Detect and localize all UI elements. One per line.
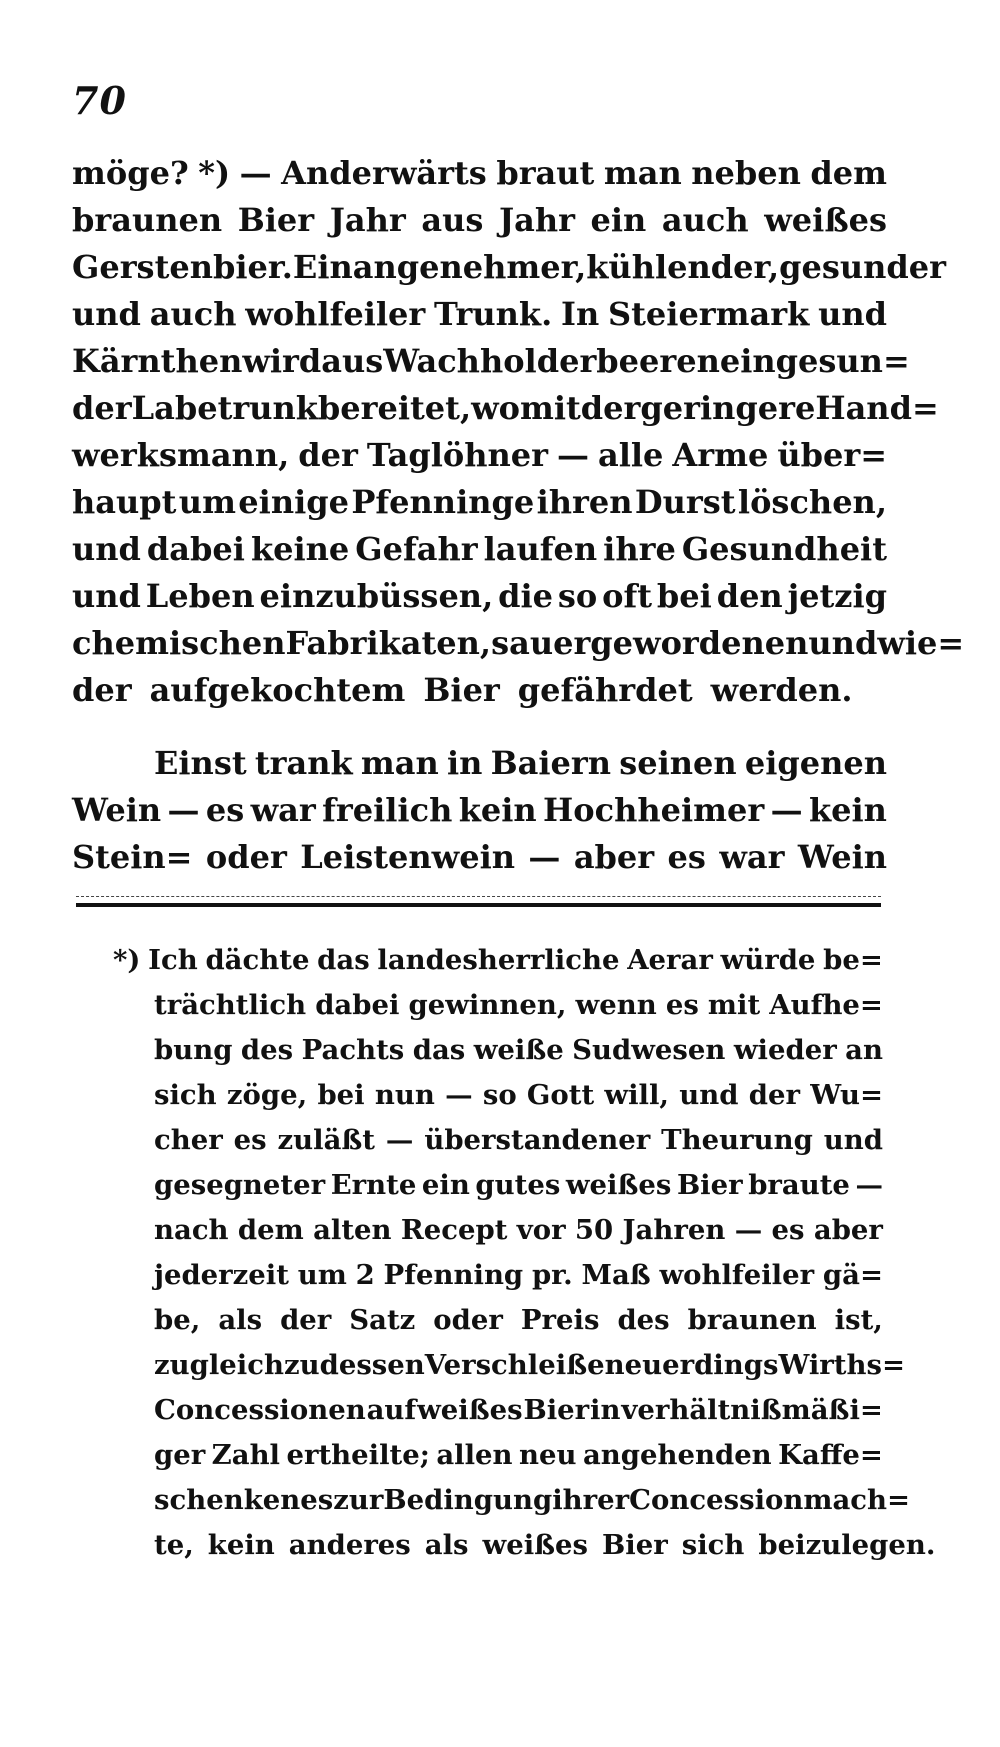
word: zu xyxy=(283,1349,320,1381)
footnote xyxy=(113,938,936,1568)
word: Trunk. xyxy=(434,295,553,333)
word: sich xyxy=(154,1079,217,1111)
word: und xyxy=(72,530,141,568)
word: Gesundheit xyxy=(681,530,887,568)
word: zöge, xyxy=(226,1079,308,1111)
word: trächtlich xyxy=(154,989,307,1021)
word: beizulegen. xyxy=(758,1529,936,1561)
text-line xyxy=(72,787,887,834)
text-line xyxy=(72,620,965,667)
word: neu xyxy=(519,1439,577,1471)
word: Bier xyxy=(237,201,315,239)
word: bei xyxy=(656,577,712,615)
word: es xyxy=(665,989,699,1021)
word: mach= xyxy=(803,1484,911,1516)
word: — xyxy=(167,791,200,829)
word: dabei xyxy=(315,989,400,1021)
word: te, xyxy=(154,1529,194,1561)
word: in xyxy=(590,1394,621,1426)
word: be, xyxy=(154,1304,201,1336)
word: Durst xyxy=(634,483,736,521)
word: will, xyxy=(604,1079,669,1111)
word: aber xyxy=(813,1214,883,1246)
text-line xyxy=(72,526,887,573)
word: aus xyxy=(321,342,384,380)
word: gewinnen, xyxy=(408,989,567,1021)
footnote-line xyxy=(113,1523,936,1568)
word: Pachts xyxy=(301,1034,405,1066)
word: ihrer xyxy=(552,1484,630,1516)
word: schenken xyxy=(154,1484,301,1516)
word: der xyxy=(280,1304,332,1336)
word: trank xyxy=(254,744,353,782)
word: — xyxy=(528,838,561,876)
word: möge? xyxy=(72,154,189,192)
word: so xyxy=(482,1079,517,1111)
word: *) xyxy=(113,944,141,976)
word: ihre xyxy=(603,530,676,568)
word: würde xyxy=(720,944,816,976)
word: gefährdet xyxy=(517,671,693,709)
word: Gerstenbier. xyxy=(72,248,293,286)
word: auch xyxy=(149,295,237,333)
word: dem xyxy=(810,154,887,192)
word: das xyxy=(317,944,370,976)
word: cher xyxy=(154,1124,223,1156)
word: wenn xyxy=(575,989,657,1021)
word: es xyxy=(233,1124,267,1156)
word: das xyxy=(412,1034,466,1066)
word: allen xyxy=(436,1439,513,1471)
word: Bier xyxy=(523,1394,590,1426)
word: Recept xyxy=(400,1214,508,1246)
word: Jahr xyxy=(329,201,406,239)
word: um xyxy=(297,1259,347,1291)
word: Ich xyxy=(148,944,198,976)
word: Wachholderbeeren xyxy=(383,342,720,380)
word: braute xyxy=(748,1169,850,1201)
word: Leben xyxy=(145,577,255,615)
word: des xyxy=(617,1304,670,1336)
text-line xyxy=(72,291,887,338)
word: gewordenen xyxy=(590,624,809,662)
word: Hand= xyxy=(815,389,939,427)
word: man xyxy=(360,744,439,782)
word: Gefahr xyxy=(355,530,478,568)
word: und xyxy=(679,1079,739,1111)
word: Hochheimer xyxy=(543,791,765,829)
word: gesegneter xyxy=(154,1169,326,1201)
word: Einst xyxy=(154,744,247,782)
word: vor xyxy=(516,1214,566,1246)
footnote-line xyxy=(113,1388,883,1433)
word: so xyxy=(557,577,598,615)
word: wohlfeiler xyxy=(659,1259,815,1291)
footnote-line xyxy=(113,1433,883,1478)
word: *) xyxy=(198,154,231,192)
word: — xyxy=(770,791,803,829)
word: Kaffe= xyxy=(778,1439,883,1471)
text-line xyxy=(72,244,947,291)
word: Anderwärts xyxy=(281,154,487,192)
word: angenehmer, xyxy=(352,248,587,286)
text-line xyxy=(72,667,887,714)
word: Baiern xyxy=(490,744,611,782)
word: oder xyxy=(205,838,287,876)
word: der xyxy=(72,389,132,427)
word: angehenden xyxy=(582,1439,772,1471)
word: es xyxy=(300,1484,334,1516)
word: eigenen xyxy=(744,744,887,782)
word: Concession xyxy=(629,1484,804,1516)
word: Ein xyxy=(292,248,353,286)
word: ein xyxy=(421,1169,470,1201)
word: aufgekochtem xyxy=(149,671,406,709)
word: es xyxy=(205,791,245,829)
word: keine xyxy=(250,530,350,568)
word: um xyxy=(178,483,236,521)
word: einzubüssen, xyxy=(259,577,494,615)
word: wie= xyxy=(877,624,965,662)
word: — xyxy=(855,1169,883,1201)
word: ein xyxy=(719,342,776,380)
word: Sudwesen xyxy=(572,1034,726,1066)
word: der xyxy=(72,671,132,709)
word: Theurung xyxy=(661,1124,813,1156)
footnote-divider-thin xyxy=(76,896,881,897)
word: Pfenning xyxy=(383,1259,524,1291)
word: weißes xyxy=(565,1169,672,1201)
word: verhältnißmäßi= xyxy=(621,1394,883,1426)
word: weißes xyxy=(482,1529,589,1561)
word: an xyxy=(845,1034,883,1066)
word: wohlfeiler xyxy=(245,295,426,333)
word: Wirths= xyxy=(778,1349,906,1381)
word: werden. xyxy=(710,671,853,709)
word: gesunder xyxy=(779,248,947,286)
word: oft xyxy=(602,577,653,615)
word: man xyxy=(603,154,682,192)
word: überstandener xyxy=(424,1124,651,1156)
word: zur xyxy=(333,1484,384,1516)
word: ihren xyxy=(536,483,633,521)
word: braut xyxy=(496,154,595,192)
word: be= xyxy=(823,944,883,976)
word: Wein xyxy=(72,791,162,829)
word: löschen, xyxy=(737,483,887,521)
word: — xyxy=(734,1214,763,1246)
word: aus xyxy=(421,201,484,239)
word: kein xyxy=(207,1529,275,1561)
word: sauer xyxy=(491,624,591,662)
word: Wu= xyxy=(810,1079,883,1111)
word: 2 xyxy=(355,1259,375,1291)
word: kein xyxy=(458,791,537,829)
word: gä= xyxy=(822,1259,883,1291)
word: — xyxy=(556,436,589,474)
word: alten xyxy=(313,1214,392,1246)
word: Steiermark xyxy=(608,295,810,333)
word: dem xyxy=(237,1214,304,1246)
word: über= xyxy=(777,436,887,474)
word: alle xyxy=(597,436,664,474)
word: Arme xyxy=(672,436,769,474)
word: landesherrliche xyxy=(377,944,620,976)
word: weiße xyxy=(473,1034,564,1066)
word: ein xyxy=(590,201,647,239)
word: aber xyxy=(573,838,655,876)
word: In xyxy=(561,295,600,333)
footnote-line xyxy=(113,938,883,983)
word: die xyxy=(498,577,553,615)
word: ertheilte; xyxy=(286,1439,430,1471)
word: dächte xyxy=(205,944,310,976)
word: und xyxy=(818,295,887,333)
text-line xyxy=(72,479,887,526)
footnote-line xyxy=(113,1073,883,1118)
word: auch xyxy=(661,201,749,239)
footnote-line xyxy=(113,1118,883,1163)
word: einige xyxy=(238,483,349,521)
page-number: 70 xyxy=(72,78,127,123)
footnote-line xyxy=(113,1478,911,1523)
footnote-line xyxy=(113,1208,883,1253)
word: gesun= xyxy=(775,342,910,380)
word: Concessionen xyxy=(154,1394,366,1426)
word: auf xyxy=(366,1394,417,1426)
word: Kärnthen xyxy=(72,342,243,380)
word: anderes xyxy=(288,1529,411,1561)
word: wird xyxy=(242,342,322,380)
word: der xyxy=(298,436,358,474)
word: seinen xyxy=(619,744,737,782)
word: Satz xyxy=(349,1304,416,1336)
word: war xyxy=(719,838,785,876)
word: neben xyxy=(691,154,801,192)
word: als xyxy=(424,1529,469,1561)
word: des xyxy=(240,1034,294,1066)
word: und xyxy=(808,624,878,662)
word: pr. xyxy=(531,1259,573,1291)
word: der xyxy=(748,1079,800,1111)
word: mit xyxy=(707,989,761,1021)
word: in xyxy=(446,744,483,782)
word: Fabrikaten, xyxy=(285,624,492,662)
word: wieder xyxy=(733,1034,837,1066)
word: laufen xyxy=(483,530,598,568)
word: Pfenninge xyxy=(351,483,535,521)
word: 50 xyxy=(574,1214,614,1246)
word: — xyxy=(385,1124,414,1156)
word: und xyxy=(823,1124,883,1156)
word: womit xyxy=(471,389,581,427)
word: und xyxy=(72,295,141,333)
footnote-line xyxy=(113,1163,883,1208)
word: Maß xyxy=(581,1259,651,1291)
word: Labetrunk xyxy=(131,389,318,427)
text-line xyxy=(72,150,887,197)
word: — xyxy=(239,154,272,192)
word: braunen xyxy=(72,201,223,239)
text-line xyxy=(72,573,887,620)
word: Bier xyxy=(602,1529,668,1561)
word: Gott xyxy=(526,1079,595,1111)
word: braunen xyxy=(687,1304,817,1336)
word: chemischen xyxy=(72,624,286,662)
footnote-line xyxy=(113,1253,883,1298)
word: bung xyxy=(154,1034,233,1066)
word: — xyxy=(445,1079,473,1111)
paragraph-gap xyxy=(72,714,887,740)
word: jederzeit xyxy=(154,1259,289,1291)
word: haupt xyxy=(72,483,177,521)
word: Verschleiße xyxy=(424,1349,605,1381)
word: gutes xyxy=(475,1169,561,1201)
word: Wein xyxy=(797,838,887,876)
word: als xyxy=(218,1304,263,1336)
word: geringere xyxy=(640,389,816,427)
word: Bedingung xyxy=(383,1484,553,1516)
word: nun xyxy=(374,1079,435,1111)
text-line xyxy=(72,834,887,881)
word: der xyxy=(580,389,641,427)
word: Zahl xyxy=(211,1439,281,1471)
word: freilich xyxy=(322,791,453,829)
word: Bier xyxy=(423,671,500,709)
word: kein xyxy=(808,791,887,829)
word: zuläßt xyxy=(277,1124,376,1156)
word: neuerdings xyxy=(604,1349,779,1381)
text-line xyxy=(72,432,887,479)
word: kühlender, xyxy=(586,248,780,286)
word: ger xyxy=(154,1439,206,1471)
word: Stein= xyxy=(72,838,193,876)
word: dessen xyxy=(319,1349,425,1381)
footnote-line xyxy=(113,1298,883,1343)
word: Jahren xyxy=(622,1214,726,1246)
word: Leistenwein xyxy=(300,838,515,876)
footnote-line xyxy=(113,1028,883,1073)
word: werksmann, xyxy=(72,436,290,474)
word: Preis xyxy=(520,1304,600,1336)
word: den xyxy=(716,577,783,615)
word: Aerar xyxy=(627,944,713,976)
text-line xyxy=(72,338,910,385)
footnote-divider xyxy=(76,903,881,907)
word: weißes xyxy=(764,201,887,239)
word: weißes xyxy=(417,1394,523,1426)
word: es xyxy=(771,1214,805,1246)
text-line xyxy=(72,197,887,244)
word: zugleich xyxy=(154,1349,284,1381)
footnote-line xyxy=(113,1343,906,1388)
word: sich xyxy=(681,1529,745,1561)
word: nach xyxy=(154,1214,229,1246)
main-text xyxy=(72,150,965,881)
word: Jahr xyxy=(498,201,575,239)
footnote-line xyxy=(113,983,883,1028)
word: jetzig xyxy=(787,577,887,615)
word: dabei xyxy=(146,530,245,568)
word: bereitet, xyxy=(317,389,472,427)
text-line xyxy=(72,385,939,432)
word: war xyxy=(250,791,316,829)
word: Taglöhner xyxy=(366,436,548,474)
word: bei xyxy=(317,1079,365,1111)
word: ist, xyxy=(834,1304,883,1336)
word: und xyxy=(72,577,141,615)
text-line xyxy=(72,740,887,787)
word: Ernte xyxy=(330,1169,417,1201)
word: Bier xyxy=(676,1169,743,1201)
word: oder xyxy=(433,1304,503,1336)
word: es xyxy=(667,838,706,876)
word: Aufhe= xyxy=(769,989,883,1021)
